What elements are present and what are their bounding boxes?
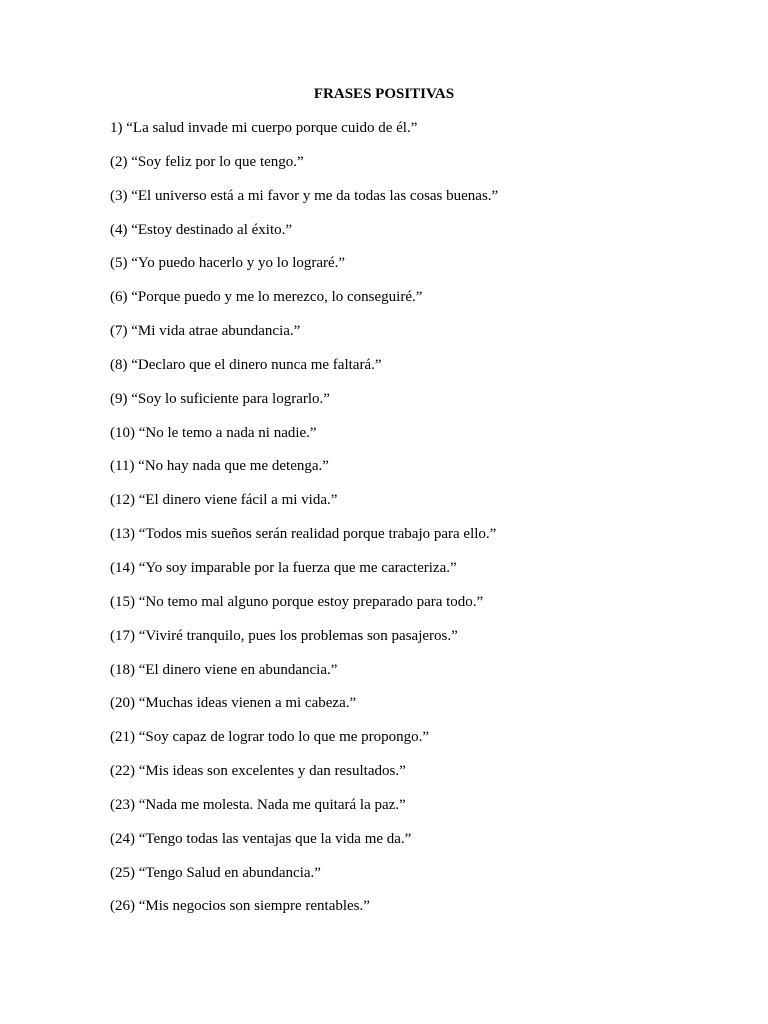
phrase-item: (15) “No temo mal alguno porque estoy preparado para todo.” xyxy=(110,593,484,610)
phrase-item: (12) “El dinero viene fácil a mi vida.” xyxy=(110,492,338,509)
phrase-item: (13) “Todos mis sueños serán realidad porque trabajo para ello.” xyxy=(110,526,497,543)
phrase-item: (23) “Nada me molesta. Nada me quitará la paz.” xyxy=(110,796,406,813)
phrase-item: (17) “Viviré tranquilo, pues los problemas son pasajeros.” xyxy=(110,627,458,644)
phrase-item: (7) “Mi vida atrae abundancia.” xyxy=(110,323,301,340)
phrase-item: (9) “Soy lo suficiente para lograrlo.” xyxy=(110,390,330,407)
phrase-item: (3) “El universo está a mi favor y me da todas las cosas buenas.” xyxy=(110,187,499,204)
phrase-item: (4) “Estoy destinado al éxito.” xyxy=(110,221,293,238)
phrase-item: (10) “No le temo a nada ni nadie.” xyxy=(110,424,317,441)
phrase-item: (2) “Soy feliz por lo que tengo.” xyxy=(110,153,304,170)
phrase-item: (25) “Tengo Salud en abundancia.” xyxy=(110,864,321,881)
phrase-item: (5) “Yo puedo hacerlo y yo lo lograré.” xyxy=(110,255,346,272)
phrase-item: (21) “Soy capaz de lograr todo lo que me propongo.” xyxy=(110,729,430,746)
phrase-item: 1) “La salud invade mi cuerpo porque cuido de él.” xyxy=(110,120,418,136)
phrase-item: (26) “Mis negocios son siempre rentables.” xyxy=(110,898,370,915)
phrase-item: (14) “Yo soy imparable por la fuerza que me caracteriza.” xyxy=(110,559,457,576)
page-title: FRASES POSITIVAS xyxy=(313,86,455,102)
phrase-item: (20) “Muchas ideas vienen a mi cabeza.” xyxy=(110,695,357,712)
phrase-item: (22) “Mis ideas son excelentes y dan resultados.” xyxy=(110,763,406,780)
phrase-item: (24) “Tengo todas las ventajas que la vida me da.” xyxy=(110,830,412,847)
phrase-item: (8) “Declaro que el dinero nunca me faltará.” xyxy=(110,356,382,373)
phrase-item: (11) “No hay nada que me detenga.” xyxy=(110,458,329,475)
phrase-item: (18) “El dinero viene en abundancia.” xyxy=(110,661,338,678)
phrase-item: (6) “Porque puedo y me lo merezco, lo conseguiré.” xyxy=(110,289,423,306)
phrase-list xyxy=(110,119,498,931)
